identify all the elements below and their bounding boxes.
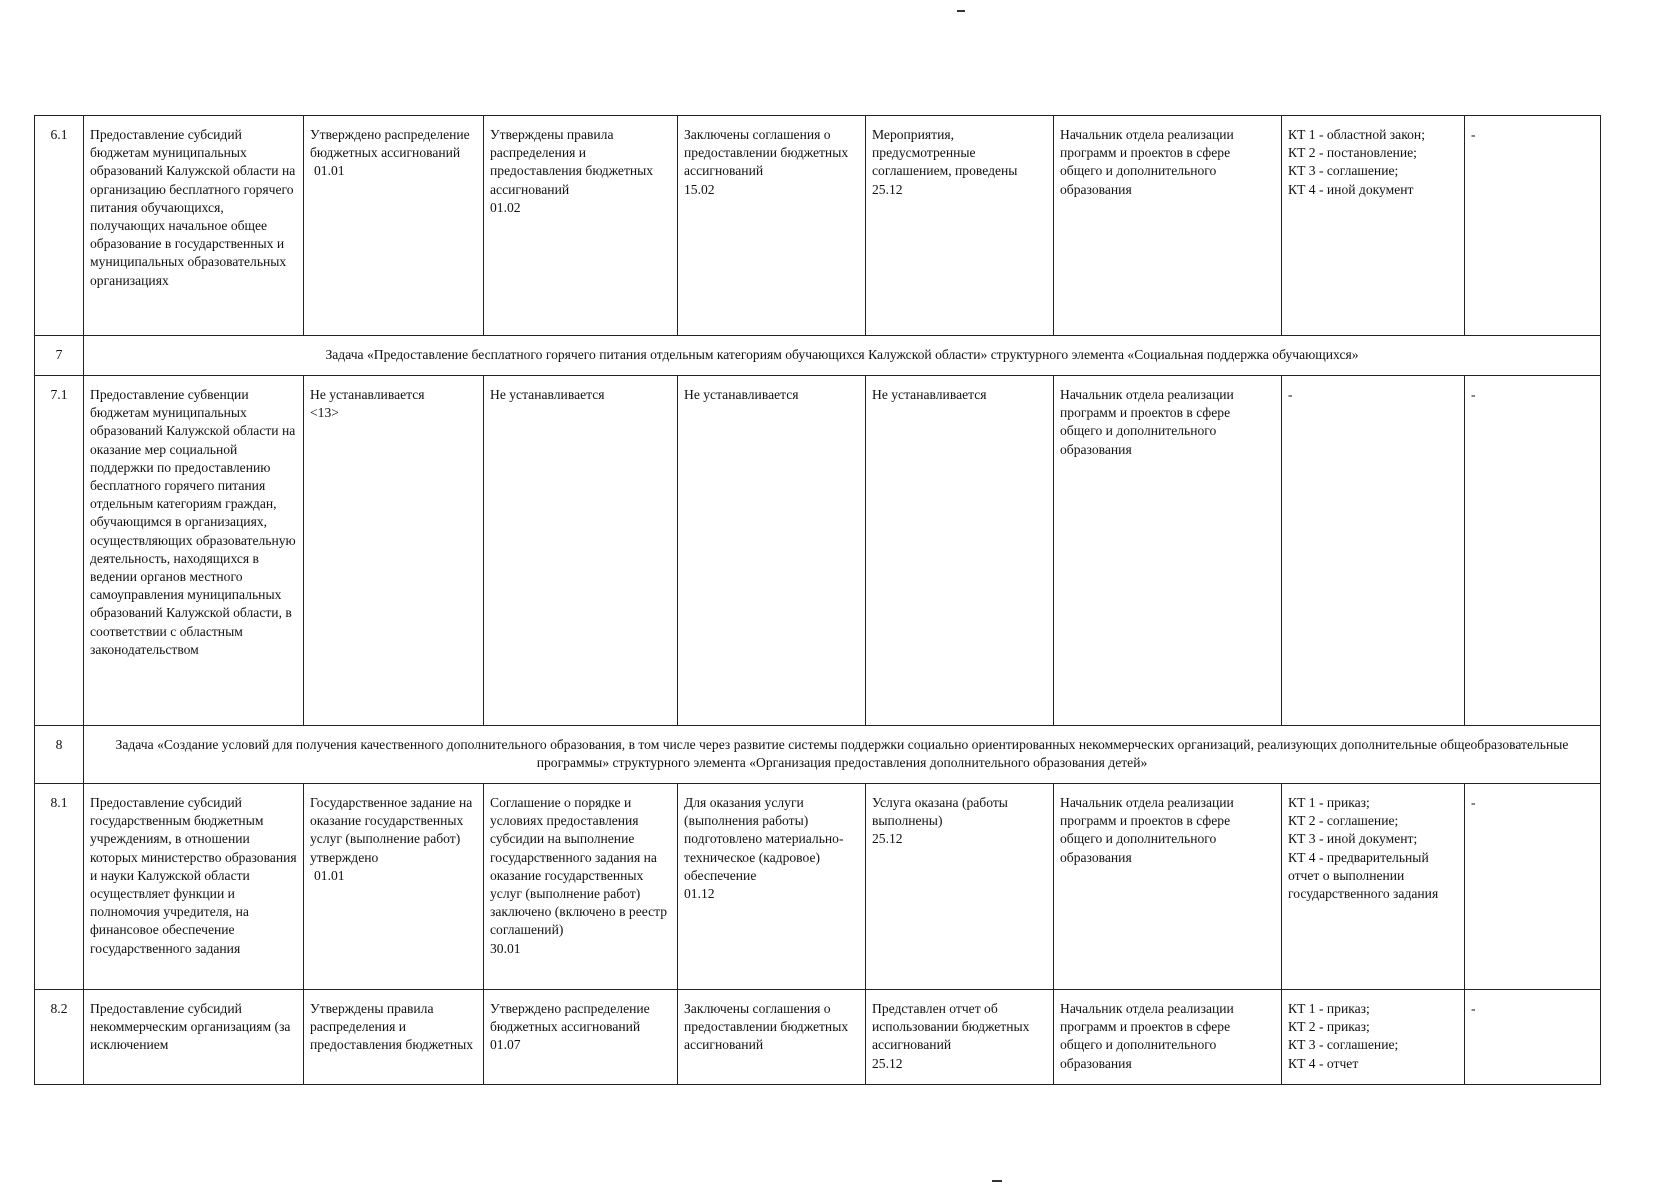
last-column: - — [1465, 784, 1601, 990]
control-point-date: 25.12 — [872, 1055, 903, 1071]
control-point-3: Не устанавливается — [678, 376, 866, 726]
document-type: КТ 4 - отчет — [1288, 1055, 1359, 1071]
control-point-2: Не устанавливается — [484, 376, 678, 726]
control-point-text: Заключены соглашения о предоставлении бюджетных ассигнований — [684, 127, 849, 179]
control-point-text: Не устанавливается — [310, 387, 425, 402]
responsible-person: Начальник отдела реализации программ и проектов в сфере общего и дополнительного образования — [1054, 990, 1282, 1085]
control-point-3 — [678, 116, 866, 336]
control-point-date: 25.12 — [872, 181, 903, 197]
control-point-3 — [678, 784, 866, 990]
control-point-text: Государственное задание на оказание государственных услуг (выполнение работ) утверждено — [310, 795, 473, 865]
control-point-text: Для оказания услуги (выполнения работы) подготовлено материально-техническое (кадровое) обеспечение — [684, 795, 844, 883]
control-point-text: Соглашение о порядке и условиях предоставления субсидии на выполнение государственного задания на оказание государственных услуг (выполнение работ) заключено (включено в реестр соглашений) — [490, 795, 668, 938]
document-type: КТ 2 - постановление; — [1288, 145, 1417, 161]
control-point-date: 01.12 — [684, 886, 715, 902]
control-point-text: Утверждено распределение бюджетных ассигнований — [490, 1001, 650, 1035]
document-type: КТ 3 - соглашение; — [1288, 163, 1399, 179]
document-type: КТ 1 - областной закон; — [1288, 127, 1425, 142]
table-row — [35, 376, 1601, 726]
last-column: - — [1465, 376, 1601, 726]
last-column: - — [1465, 116, 1601, 336]
task-row — [35, 336, 1601, 376]
last-column: - — [1465, 990, 1601, 1085]
control-point-1 — [304, 784, 484, 990]
control-point-3: Заключены соглашения о предоставлении бюджетных ассигнований — [678, 990, 866, 1085]
row-number: 8 — [35, 726, 84, 784]
document-type: КТ 2 - приказ; — [1288, 1019, 1370, 1035]
control-point-text: Услуга оказана (работы выполнены) — [872, 795, 1008, 829]
control-point-1 — [304, 116, 484, 336]
row-number: 8.2 — [35, 990, 84, 1085]
control-point-2 — [484, 784, 678, 990]
event-name: Предоставление субвенции бюджетам муниципальных образований Калужской области на оказание мер социальной поддержки по предоставлению бесплатного горячего питания отдельным категориям граждан, обучающимся в организациях, осуществляющих образовательную деятельность, находящихся в ведении органов местного самоуправления муниципальных образований Калужской области, в соответствии с областным законодательством — [84, 376, 304, 726]
table-row — [35, 116, 1601, 336]
row-number: 7 — [35, 336, 84, 376]
responsible-person: Начальник отдела реализации программ и проектов в сфере общего и дополнительного образования — [1054, 784, 1282, 990]
control-point-4 — [866, 784, 1054, 990]
control-point-note: <13> — [310, 405, 339, 421]
scan-mark-top — [957, 10, 965, 12]
responsible-person: Начальник отдела реализации программ и проектов в сфере общего и дополнительного образования — [1054, 376, 1282, 726]
document-type: КТ 4 - иной документ — [1288, 181, 1414, 197]
document-types: - — [1282, 376, 1465, 726]
control-point-date: 25.12 — [872, 831, 903, 847]
task-row — [35, 726, 1601, 784]
document-type: КТ 4 - предварительный отчет о выполнении государственного задания — [1288, 849, 1439, 902]
task-title: Задача «Предоставление бесплатного горячего питания отдельным категориям обучающихся Калужской области» структурного элемента «Социальная поддержка обучающихся» — [84, 336, 1601, 376]
control-point-date: 30.01 — [490, 940, 521, 956]
control-point-text: Мероприятия, предусмотренные соглашением, проведены — [872, 127, 1018, 179]
control-point-4 — [866, 116, 1054, 336]
responsible-person: Начальник отдела реализации программ и проектов в сфере общего и дополнительного образования — [1054, 116, 1282, 336]
document-type: КТ 1 - приказ; — [1288, 795, 1370, 810]
control-point-date: 01.02 — [490, 199, 521, 215]
control-points-table — [34, 115, 1601, 1085]
document-type: КТ 1 - приказ; — [1288, 1001, 1370, 1016]
row-number: 6.1 — [35, 116, 84, 336]
row-number: 7.1 — [35, 376, 84, 726]
control-point-1 — [304, 376, 484, 726]
control-point-date: 01.01 — [314, 867, 345, 883]
event-name: Предоставление субсидий некоммерческим организациям (за исключением — [84, 990, 304, 1085]
document-types — [1282, 116, 1465, 336]
document-type: КТ 3 - иной документ; — [1288, 831, 1418, 847]
table-row — [35, 784, 1601, 990]
control-point-4: Не устанавливается — [866, 376, 1054, 726]
document-types — [1282, 990, 1465, 1085]
table-row — [35, 990, 1601, 1085]
control-point-date: 15.02 — [684, 181, 715, 197]
document-type: КТ 3 - соглашение; — [1288, 1037, 1399, 1053]
document-types — [1282, 784, 1465, 990]
task-title: Задача «Создание условий для получения качественного дополнительного образования, в том числе через развитие системы поддержки социально ориентированных некоммерческих организаций, реализующих дополнительные общеобразовательные программы» структурного элемента «Организация предоставления дополнительного образования детей» — [84, 726, 1601, 784]
event-name: Предоставление субсидий бюджетам муниципальных образований Калужской области на организацию бесплатного горячего питания обучающихся, получающих начальное общее образование в государственных и муниципальных образовательных организациях — [84, 116, 304, 336]
control-point-2 — [484, 116, 678, 336]
document-type: КТ 2 - соглашение; — [1288, 813, 1399, 829]
control-point-date: 01.07 — [490, 1037, 521, 1053]
event-name: Предоставление субсидий государственным бюджетным учреждениям, в отношении которых министерство образования и науки Калужской области осуществляет функции и полномочия учредителя, на финансовое обеспечение государственного задания — [84, 784, 304, 990]
control-point-text: Утверждено распределение бюджетных ассигнований — [310, 127, 470, 161]
control-point-text: Представлен отчет об использовании бюджетных ассигнований — [872, 1001, 1030, 1053]
row-number: 8.1 — [35, 784, 84, 990]
control-point-2 — [484, 990, 678, 1085]
control-point-text: Утверждены правила распределения и предоставления бюджетных ассигнований — [490, 127, 654, 197]
control-point-4 — [866, 990, 1054, 1085]
scan-mark-bottom — [992, 1180, 1002, 1182]
control-point-date: 01.01 — [314, 163, 345, 179]
control-point-1: Утверждены правила распределения и предоставления бюджетных — [304, 990, 484, 1085]
